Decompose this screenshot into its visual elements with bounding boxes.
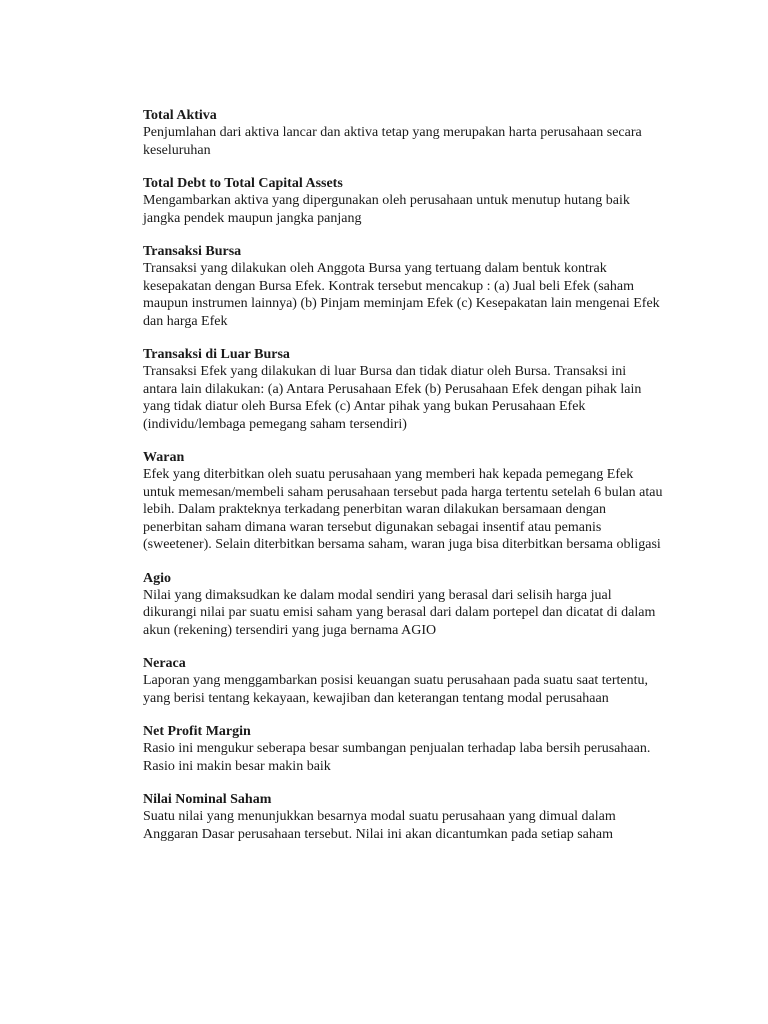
entry-term: Agio <box>143 570 171 586</box>
entry-definition: Penjumlahan dari aktiva lancar dan aktiva tetap yang merupakan harta perusahaan secara keseluruhan <box>143 125 642 158</box>
entry-definition: Mengambarkan aktiva yang dipergunakan oleh perusahaan untuk menutup hutang baik jangka pendek maupun jangka panjang <box>143 193 630 226</box>
entry-term: Transaksi di Luar Bursa <box>143 347 290 362</box>
entry-term: Total Debt to Total Capital Assets <box>143 176 343 191</box>
entry-term: Net Profit Margin <box>143 724 251 739</box>
document-page <box>143 107 663 859</box>
entry-term: Nilai Nominal Saham <box>143 792 272 807</box>
glossary-entry-agio <box>143 570 663 640</box>
glossary-entry-transaksi-luar-bursa <box>143 346 663 433</box>
entry-term: Neraca <box>143 656 186 671</box>
entry-term: Waran <box>143 450 185 465</box>
entry-definition: Transaksi Efek yang dilakukan di luar Bursa dan tidak diatur oleh Bursa. Transaksi ini antara lain dilakukan: (a) Antara Perusahaan Efek (b) Perusahaan Efek dengan pihak lain yang tidak diatur oleh Bursa Efek (c) Antar pihak yang bukan Perusahaan Efek (individu/lembaga pemegang saham tersendiri) <box>143 364 642 432</box>
entry-term: Total Aktiva <box>143 108 217 123</box>
glossary-entry-neraca <box>143 655 663 707</box>
entry-definition: Efek yang diterbitkan oleh suatu perusahaan yang memberi hak kepada pemegang Efek untuk memesan/membeli saham perusahaan tersebut pada harga tertentu setelah 6 bulan atau lebih. Dalam prakteknya terkadang penerbitan waran dilakukan bersamaan dengan penerbitan saham dimana waran tersebut digunakan sebagai insentif atau pemanis (sweetener). Selain diterbitkan bersama saham, waran juga bisa diterbitkan bersama obligasi <box>143 467 663 552</box>
glossary-entry-nilai-nominal-saham <box>143 791 663 843</box>
entry-definition: Suatu nilai yang menunjukkan besarnya modal suatu perusahaan yang dimual dalam Anggaran Dasar perusahaan tersebut. Nilai ini akan dicantumkan pada setiap saham <box>143 809 616 842</box>
glossary-entry-total-debt <box>143 175 663 227</box>
entry-definition: Rasio ini mengukur seberapa besar sumbangan penjualan terhadap laba bersih perusahaan. Rasio ini makin besar makin baik <box>143 741 651 774</box>
glossary-entry-waran <box>143 449 663 554</box>
glossary-entry-total-aktiva <box>143 107 663 159</box>
glossary-entry-transaksi-bursa <box>143 243 663 330</box>
entry-term: Transaksi Bursa <box>143 244 242 259</box>
entry-definition: Nilai yang dimaksudkan ke dalam modal sendiri yang berasal dari selisih harga jual dikurangi nilai par suatu emisi saham yang berasal dari dalam portepel dan dicatat di dalam akun (rekening) tersendiri yang juga bernama AGIO <box>143 587 656 638</box>
entry-definition: Transaksi yang dilakukan oleh Anggota Bursa yang tertuang dalam bentuk kontrak kesepakatan dengan Bursa Efek. Kontrak tersebut mencakup : (a) Jual beli Efek (saham maupun instrumen lainnya) (b) Pinjam meminjam Efek (c) Kesepakatan lain mengenai Efek dan harga Efek <box>143 261 660 329</box>
entry-definition: Laporan yang menggambarkan posisi keuangan suatu perusahaan pada suatu saat tertentu, yang berisi tentang kekayaan, kewajiban dan keterangan tentang modal perusahaan <box>143 673 648 706</box>
glossary-entry-net-profit-margin <box>143 723 663 775</box>
